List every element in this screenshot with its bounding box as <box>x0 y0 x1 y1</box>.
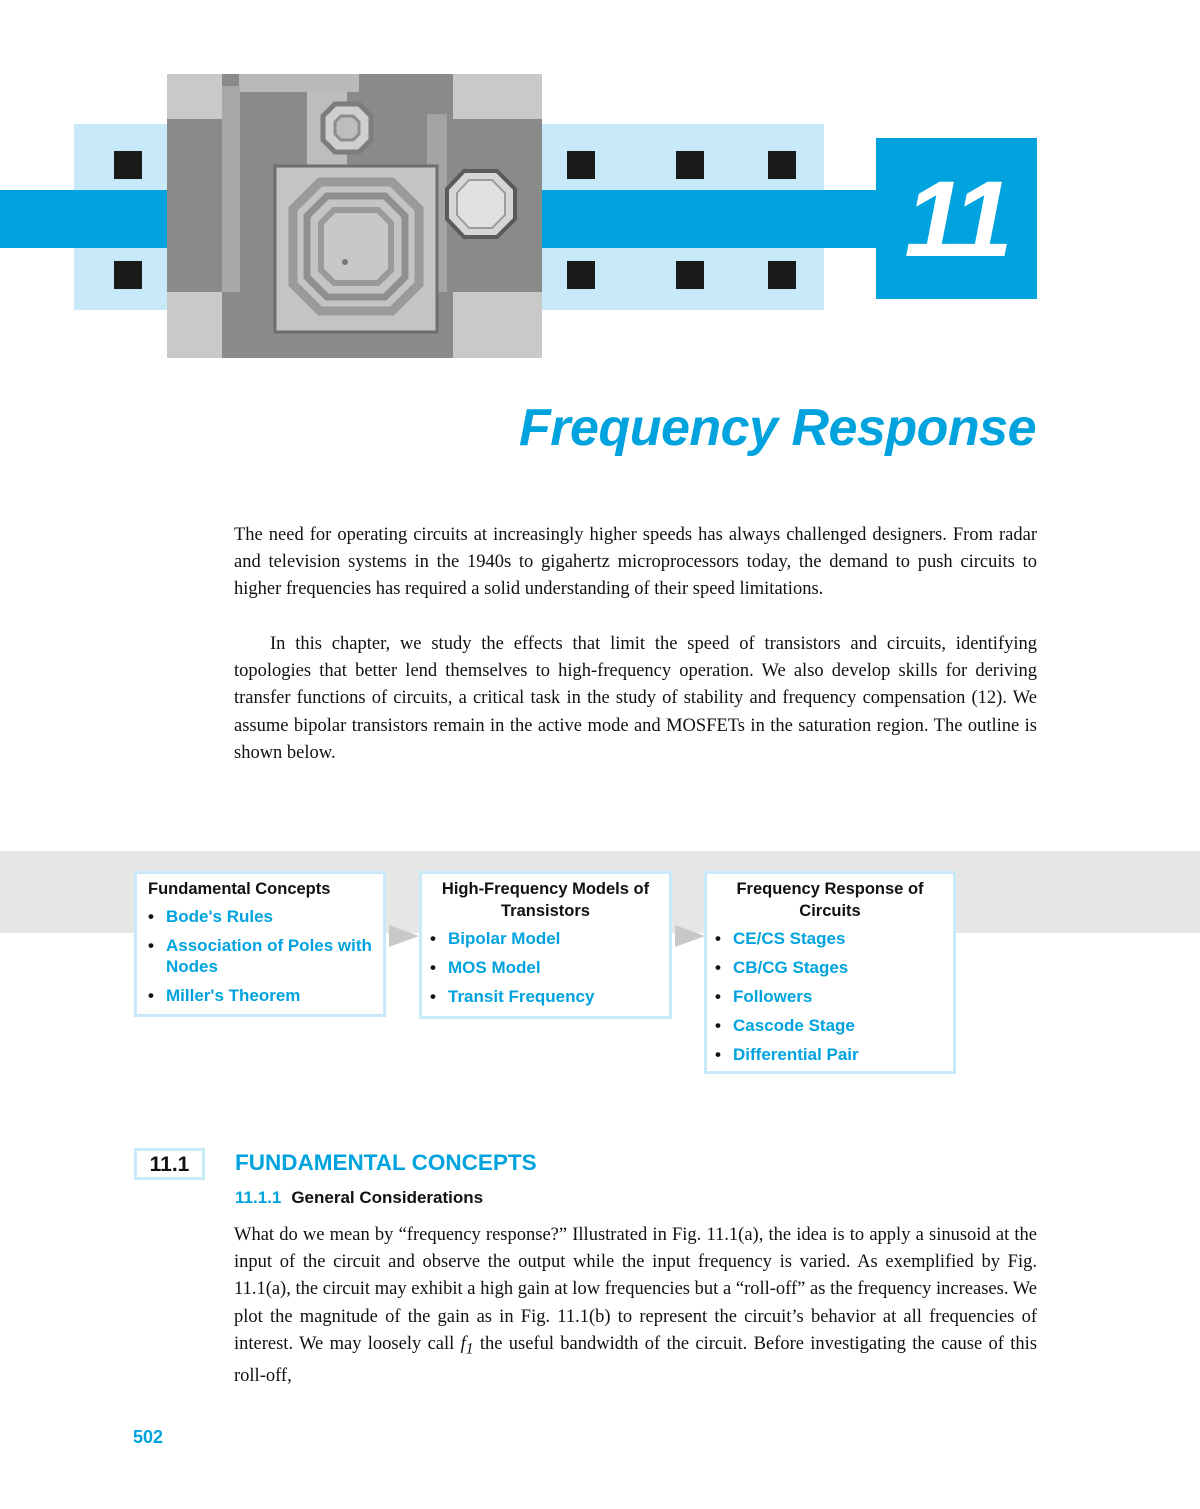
chapter-number: 11 <box>904 158 1009 279</box>
outline-item: • Bipolar Model <box>430 929 561 948</box>
bullet-icon: • <box>715 929 721 948</box>
bullet-icon: • <box>715 958 721 977</box>
bullet-icon: • <box>715 1045 721 1064</box>
inductor-die-photo <box>167 74 542 358</box>
outline-box-fundamental-concepts <box>134 871 386 1017</box>
bullet-icon: • <box>715 987 721 1006</box>
header-square <box>567 261 595 289</box>
bullet-icon: • <box>148 936 154 955</box>
outline-item: • Cascode Stage <box>715 1016 855 1035</box>
bullet-icon: • <box>430 958 436 977</box>
outline-item: • Followers <box>715 987 813 1006</box>
header-square <box>768 151 796 179</box>
header-square <box>114 151 142 179</box>
outline-list <box>148 906 375 1006</box>
outline-box-title: Fundamental Concepts <box>148 880 331 898</box>
outline-item: • CB/CG Stages <box>715 958 849 977</box>
outline-item: • Differential Pair <box>715 1045 859 1064</box>
bullet-icon: • <box>715 1016 721 1035</box>
bullet-icon: • <box>148 986 154 1005</box>
outline-box-title: Frequency Response of Circuits <box>736 880 924 920</box>
bandwidth-symbol: $f_1$ <box>460 1333 474 1358</box>
die-photo-illustration <box>167 74 542 358</box>
header-square <box>676 261 704 289</box>
outline-item: • Transit Frequency <box>430 987 595 1006</box>
section-paragraph: What do we mean by “frequency response?” Illustrated in Fig. 11.1(a), the idea is to apply a sinusoid at the input of the circuit and observe the output while the input frequency is varied. As exemplified by Fig. 11.1(a), the circuit may exhibit a high gain at low frequencies but a “roll-off” as the frequency increases. We plot the magnitude of the gain as in Fig. 11.1(b) to represent the circuit’s behavior at all frequencies of interest. We may loosely call $f_1$ the useful bandwidth of the circuit. Before investigating the cause of this roll-off, <box>234 1225 1038 1386</box>
bullet-icon: • <box>430 929 436 948</box>
outline-box-high-frequency-models <box>419 871 672 1019</box>
outline-item: • Association of Poles with Nodes <box>148 936 372 976</box>
outline-item: • CE/CS Stages <box>715 929 846 948</box>
bullet-icon: • <box>148 907 154 926</box>
intro-paragraph: The need for operating circuits at increasingly higher speeds has always challenged designers. From radar and television systems in the 1940s to gigahertz microprocessors today, the demand to push circuits to higher frequencies has required a solid understanding of their speed limitations. <box>234 525 1037 600</box>
outline-item: • Miller's Theorem <box>148 986 301 1005</box>
outline-arrow-icon <box>389 925 419 947</box>
outline-arrow-icon <box>675 925 705 947</box>
bullet-icon: • <box>430 987 436 1006</box>
chapter-title: Frequency Response <box>519 399 1036 457</box>
subsection-heading <box>235 1185 483 1211</box>
subsection-title: General Considerations <box>291 1188 484 1207</box>
header-square <box>676 151 704 179</box>
subsection-number: 11.1.1 <box>235 1188 282 1207</box>
header-square <box>768 261 796 289</box>
outline-list <box>430 928 661 1007</box>
outline-item: • MOS Model <box>430 958 541 977</box>
header-square <box>114 261 142 289</box>
page-number: 502 <box>133 1427 164 1447</box>
section-number: 11.1 <box>134 1148 205 1180</box>
outline-list <box>715 928 945 1065</box>
outline-item: • Bode's Rules <box>148 907 274 926</box>
header-square <box>567 151 595 179</box>
intro-paragraph: In this chapter, we study the effects that limit the speed of transistors and circuits, identifying topologies that better lend themselves to high-frequency operation. We also develop skills for deriving transfer functions of circuits, a critical task in the study of stability and frequency compensation (12). We assume bipolar transistors remain in the active mode and MOSFETs in the saturation region. The outline is shown below. <box>234 634 1037 763</box>
outline-box-frequency-response-of-circuits <box>704 871 956 1074</box>
outline-box-title: High-Frequency Models of Transistors <box>441 880 650 920</box>
section-title: FUNDAMENTAL CONCEPTS <box>235 1150 537 1175</box>
